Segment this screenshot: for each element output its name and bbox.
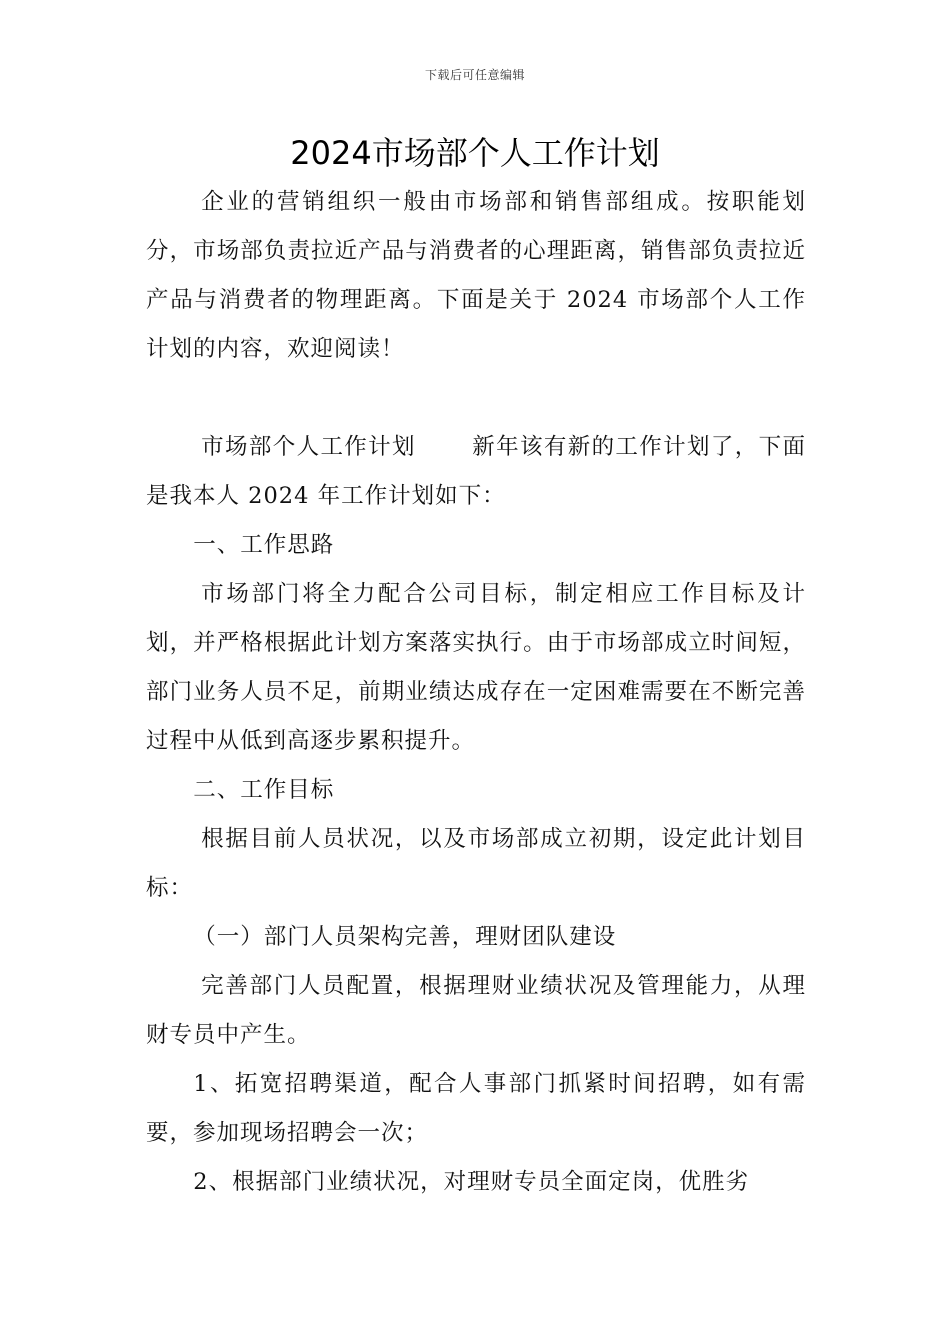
sub1-heading: （一）部门人员架构完善，理财团队建设 (193, 924, 617, 950)
section1-body: 市场部门将全力配合公司目标，制定相应工作目标及计划，并严格根据此计划方案落实执行。由于市场部成立时间短，部门业务人员不足，前期业绩达成存在一定困难需要在不断完善过程中从低到高逐步累积提升。 (146, 581, 806, 754)
section1-heading: 一、工作思路 (193, 532, 335, 558)
section2-body: 根据目前人员状况，以及市场部成立初期，设定此计划目标： (146, 826, 806, 901)
list-item-2: 2、根据部门业绩状况，对理财专员全面定岗，优胜劣 (193, 1169, 750, 1195)
document-body (146, 178, 806, 1207)
plan-lead: 新年该有新的工作计划了，下面是我本人 2024 年工作计划如下： (146, 434, 806, 509)
plan-heading: 市场部个人工作计划 (201, 434, 416, 460)
paragraph-gap (146, 374, 806, 423)
page-title: 2024市场部个人工作计划 (290, 134, 660, 172)
list-item-1: 1、拓宽招聘渠道，配合人事部门抓紧时间招聘，如有需要，参加现场招聘会一次； (146, 1071, 806, 1146)
header-note: 下载后可任意编辑 (424, 68, 525, 82)
plan-intro-paragraph (146, 423, 806, 521)
intro-paragraph: 企业的营销组织一般由市场部和销售部组成。按职能划分，市场部负责拉近产品与消费者的心理距离，销售部负责拉近产品与消费者的物理距离。下面是关于 2024 市场部个人工作计划的内容，欢迎阅读！ (146, 189, 806, 362)
sub1-body: 完善部门人员配置，根据理财业绩状况及管理能力，从理财专员中产生。 (146, 973, 806, 1048)
section2-heading: 二、工作目标 (193, 777, 335, 803)
